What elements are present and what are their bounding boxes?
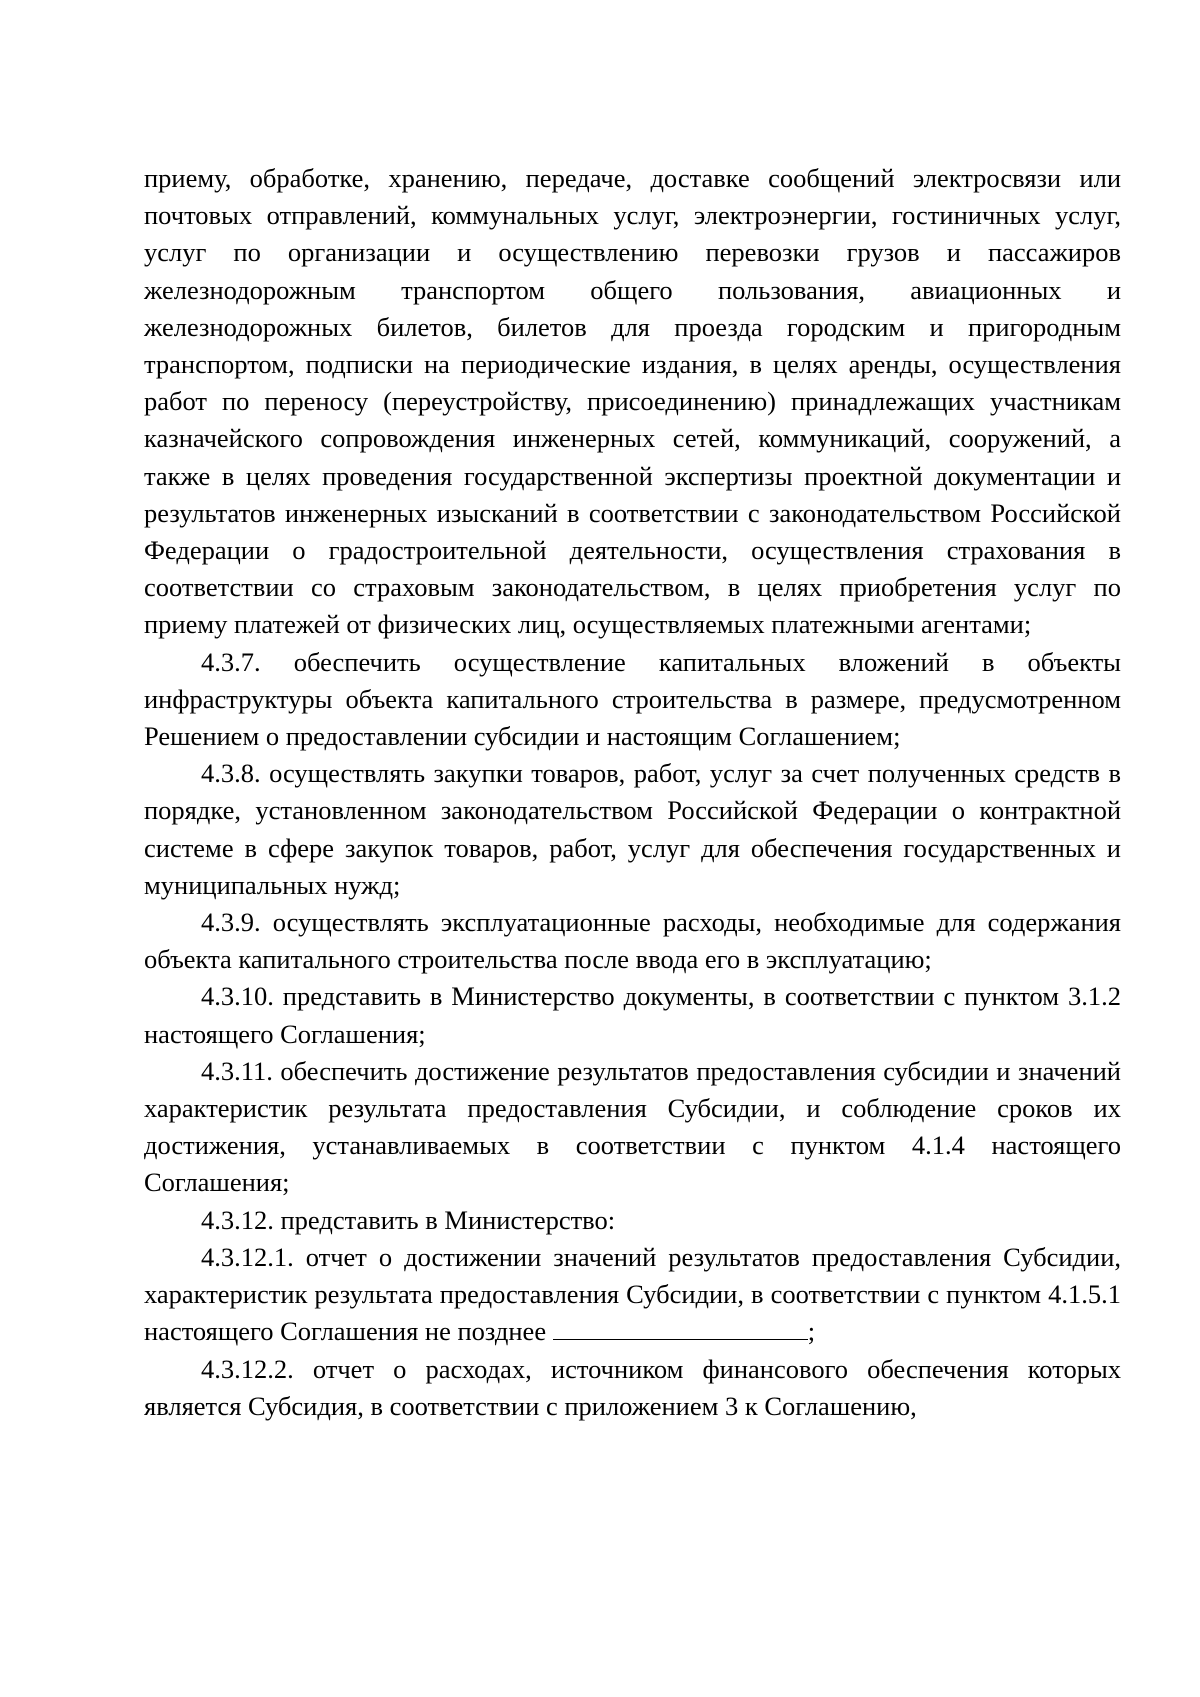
paragraph-continuation: приему, обработке, хранению, передаче, доставке сообщений электросвязи или почтовых отправлений, коммунальных услуг, электроэнергии, гостиничных услуг, услуг по организации и осуществлению перевозки грузов и пассажиров железнодорожным транспортом общего пользования, авиационных и железнодорожных билетов, билетов для проезда городским и пригородным транспортом, подписки на периодические издания, в целях аренды, осуществления работ по переносу (переустройству, присоединению) принадлежащих участникам казначейского сопровождения инженерных сетей, коммуникаций, сооружений, а также в целях проведения государственной экспертизы проектной документации и результатов инженерных изысканий в соответствии с законодательством Российской Федерации о градостроительной деятельности, осуществления страхования в соответствии со страховым законодательством, в целях приобретения услуг по приему платежей от физических лиц, осуществляемых платежными агентами; — [144, 163, 1121, 640]
document-page — [144, 160, 1121, 1425]
paragraph-4-3-11: 4.3.11. обеспечить достижение результатов предоставления субсидии и значений характеристик результата предоставления Субсидии, и соблюдение сроков их достижения, устанавливаемых в соответствии с пунктом 4.1.4 настоящего Соглашения; — [144, 1055, 1121, 1198]
paragraph-4-3-12: 4.3.12. представить в Министерство: — [201, 1204, 616, 1235]
paragraph-4-3-12-1 — [144, 1239, 1121, 1351]
paragraph-4-3-7: 4.3.7. обеспечить осуществление капитальных вложений в объекты инфраструктуры объекта капитального строительства в размере, предусмотренном Решением о предоставлении субсидии и настоящим Соглашением; — [144, 646, 1121, 752]
paragraph-4-3-9: 4.3.9. осуществлять эксплуатационные расходы, необходимые для содержания объекта капитального строительства после ввода его в эксплуатацию; — [144, 907, 1121, 975]
date-blank-line — [553, 1315, 808, 1340]
paragraph-4-3-12-2: 4.3.12.2. отчет о расходах, источником финансового обеспечения которых является Субсидия, в соответствии с приложением 3 к Соглашению, — [144, 1353, 1121, 1421]
paragraph-4-3-12-1-end: ; — [807, 1316, 816, 1347]
paragraph-4-3-10: 4.3.10. представить в Министерство документы, в соответствии с пунктом 3.1.2 настоящего Соглашения; — [144, 981, 1121, 1049]
paragraph-4-3-8: 4.3.8. осуществлять закупки товаров, работ, услуг за счет полученных средств в порядке, установленном законодательством Российской Федерации о контрактной системе в сфере закупок товаров, работ, услуг для обеспечения государственных и муниципальных нужд; — [144, 758, 1121, 900]
paragraph-4-3-12-1-text: 4.3.12.1. отчет о достижении значений результатов предоставления Субсидии, характеристик результата предоставления Субсидии, в соответствии с пунктом 4.1.5.1 настоящего Соглашения не позднее — [144, 1241, 1121, 1347]
